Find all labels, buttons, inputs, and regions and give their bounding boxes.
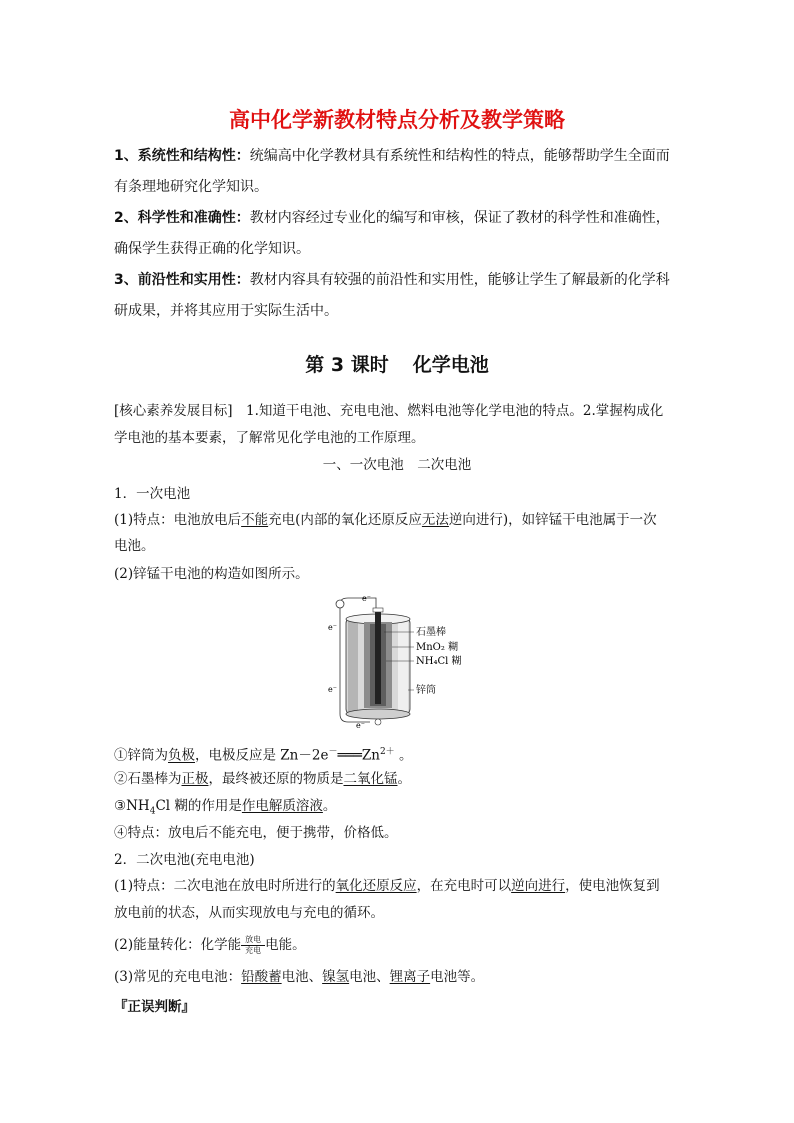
answer-cannot: 无法 — [421, 512, 449, 528]
primary-feature-line-1 — [114, 510, 684, 530]
positive-cap — [373, 608, 383, 612]
label-graphite-rod: 石墨棒 — [416, 627, 446, 638]
graphite-rod — [375, 610, 381, 704]
bulb-icon — [336, 600, 344, 608]
arrow-label-charge: 充电 — [245, 946, 262, 955]
intro-item-2-text-2: 确保学生获得正确的化学知识。 — [114, 241, 310, 257]
secondary-heading: 2．二次电池(充电电池) — [114, 852, 255, 868]
text-run: 电池、 — [281, 969, 323, 985]
lesson-title: 化学电池 — [412, 354, 489, 376]
electron-label-top: e⁻ — [362, 594, 371, 603]
label-nh4cl: NH₄Cl 糊 — [416, 656, 462, 667]
answer-lithium-ion: 锂离子 — [389, 969, 431, 985]
common-rechargeable — [114, 967, 684, 987]
text-run: 。 — [397, 771, 411, 787]
energy-conversion — [114, 935, 684, 955]
text-run: 。 — [394, 747, 413, 764]
text-run: (2)能量转化：化学能 — [114, 937, 242, 953]
intro-item-1-text-2: 有条理地研究化学知识。 — [114, 179, 268, 195]
text-run: Cl 糊的作用是 — [155, 798, 242, 814]
text-run: ③NH — [114, 798, 150, 814]
label-mno2: MnO₂ 糊 — [416, 642, 459, 653]
zinc-can-highlight — [398, 620, 408, 712]
answer-positive-electrode: 正极 — [181, 771, 209, 787]
dry-cell-diagram — [326, 592, 476, 730]
intro-item-1-label: 1、系统性和结构性： — [114, 148, 250, 164]
goal-text-1: 1.知道干电池、充电电池、燃料电池等化学电池的特点。2.掌握构成化 — [232, 403, 664, 419]
text-run: ，最终被还原的物质是 — [208, 771, 344, 787]
text-run: ，在充电时可以 — [416, 878, 512, 894]
intro-item-3-text: 教材内容具有较强的前沿性和实用性，能够让学生了解最新的化学科 — [249, 272, 670, 288]
intro-item-3-text-2: 研成果，并将其应用于实际生活中。 — [114, 303, 338, 319]
intro-item-2 — [114, 203, 684, 265]
electron-label-left-1: e⁻ — [328, 623, 337, 632]
answer-manganese-dioxide: 二氧化锰 — [343, 771, 398, 787]
content-features: ④特点：放电后不能充电，便于携带，价格低。 — [114, 825, 398, 841]
arrow-label-discharge: 放电 — [245, 935, 262, 944]
text-run: 充电(内部的氧化还原反应 — [268, 512, 422, 528]
primary-feature-line-2: 电池。 — [114, 538, 155, 554]
electron-label-bottom: e⁻ — [356, 721, 365, 730]
text-run: ═══Zn — [337, 747, 380, 764]
reaction-arrow — [241, 936, 265, 955]
true-false-heading: 『正误判断』 — [114, 999, 195, 1015]
cell-bottom — [346, 709, 410, 719]
text-run: ，电极反应是 Zn－2e — [195, 747, 329, 764]
intro-item-1 — [114, 141, 684, 203]
primary-heading: 1．一次电池 — [114, 486, 191, 502]
content-nh4cl: $③NH_4Cl$ 糊的作用是作电解质溶液。 — [114, 798, 337, 817]
secondary-feature-line-1 — [114, 876, 684, 896]
secondary-feature-line-2: 放电前的状态，从而实现放电与充电的循环。 — [114, 905, 384, 921]
content-zinc-can: ①锌筒为负极，电极反应是 $Zn-2e^-═══Zn^{2+}$ 。 — [114, 747, 413, 764]
primary-structure-caption: (2)锌锰干电池的构造如图所示。 — [114, 566, 309, 582]
text-run: ②石墨棒为 — [114, 771, 182, 787]
answer-reverse: 逆向进行 — [511, 878, 566, 894]
text-run: 。 — [322, 798, 337, 814]
text-run: 电能。 — [265, 937, 306, 953]
intro-item-2-text: 教材内容经过专业化的编写和审核，保证了教材的科学性和准确性， — [249, 210, 670, 226]
label-zinc-can: 锌筒 — [416, 685, 436, 696]
answer-electrolyte: 作电解质溶液 — [241, 798, 323, 814]
text-run: (1)特点：电池放电后 — [114, 512, 242, 528]
text-run: 电池等。 — [430, 969, 485, 985]
answer-negative-electrode: 负极 — [168, 747, 195, 764]
goal-line-1 — [114, 401, 684, 421]
lesson-heading — [0, 350, 794, 377]
answer-redox-reaction: 氧化还原反应 — [335, 878, 417, 894]
intro-item-2-label: 2、科学性和准确性： — [114, 210, 250, 226]
electron-label-left-2: e⁻ — [328, 685, 337, 694]
intro-item-3-label: 3、前沿性和实用性： — [114, 272, 250, 288]
document-title: 高中化学新教材特点分析及教学策略 — [229, 108, 565, 132]
section-heading: 一、一次电池 二次电池 — [322, 457, 472, 473]
goal-tag: [核心素养发展目标] — [114, 403, 233, 419]
intro-item-3 — [114, 265, 684, 327]
negative-terminal — [375, 719, 381, 725]
text-run: 逆向进行)，如锌锰干电池属于一次 — [448, 512, 657, 528]
content-graphite-rod — [114, 769, 684, 789]
text-run: ，使电池恢复到 — [565, 878, 660, 894]
zinc-can-shade — [348, 620, 358, 712]
text-run: (3)常见的充电电池： — [114, 969, 242, 985]
goal-line-2: 学电池的基本要素，了解常见化学电池的工作原理。 — [114, 430, 425, 446]
intro-item-1-text: 统编高中化学教材具有系统性和结构性的特点，能够帮助学生全面而 — [249, 148, 670, 164]
text-run: 电池、 — [349, 969, 390, 985]
answer-not-rechargeable: 不能 — [241, 512, 269, 528]
lesson-number: 第 3 课时 — [305, 354, 389, 376]
answer-lead-acid: 铅酸蓄 — [241, 969, 282, 985]
text-run: ①锌筒为 — [114, 747, 168, 764]
answer-nickel-hydrogen: 镍氢 — [322, 969, 350, 985]
text-run: (1)特点：二次电池在放电时所进行的 — [114, 878, 336, 894]
